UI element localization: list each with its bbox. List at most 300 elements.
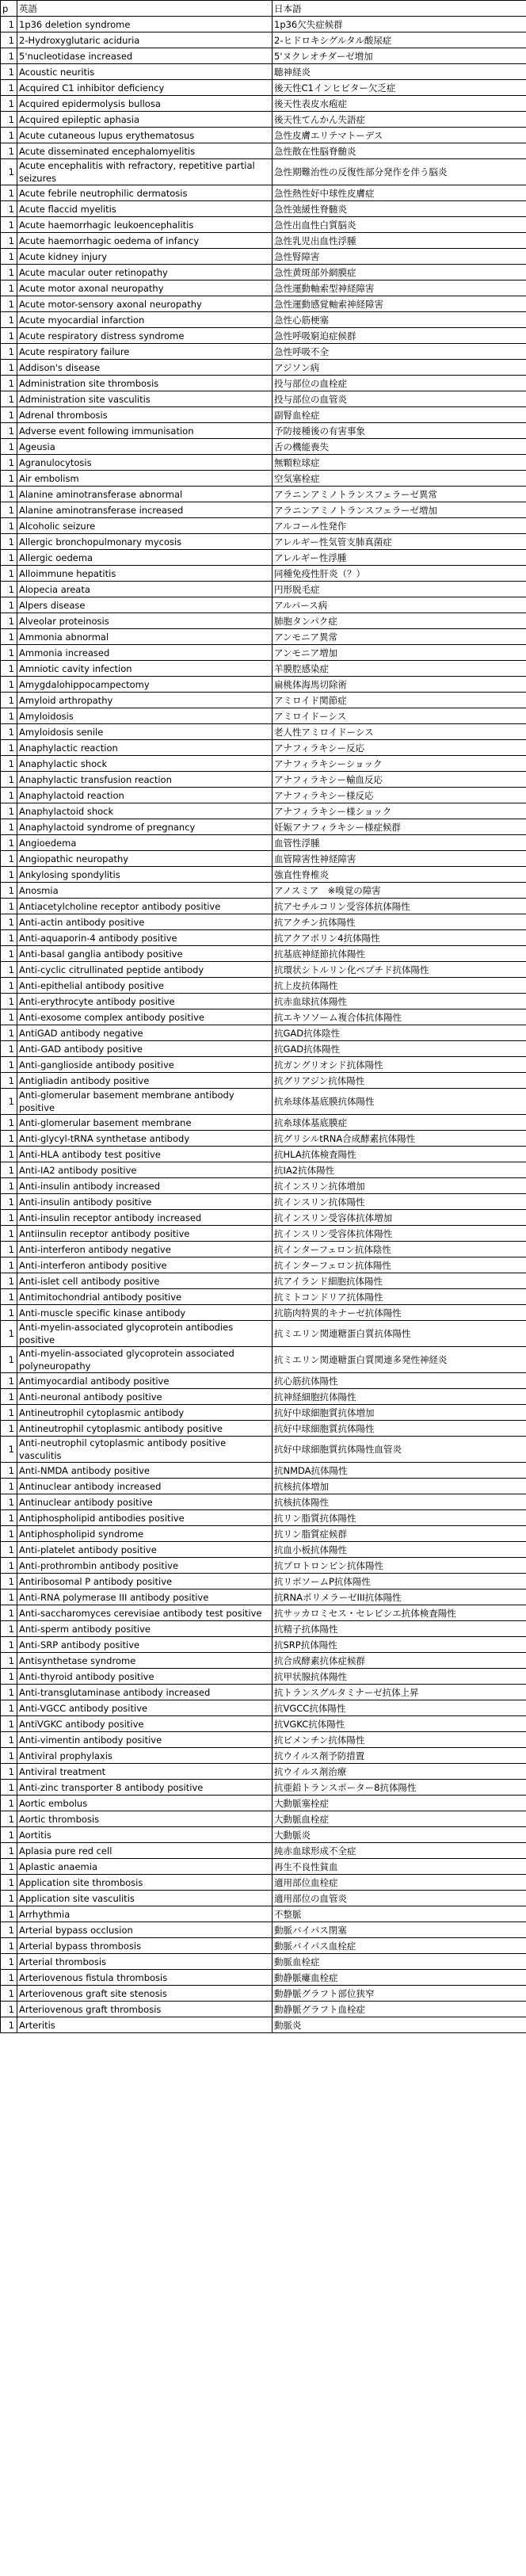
cell-english: Acute febrile neutrophilic dermatosis — [17, 185, 273, 201]
cell-p: 1 — [1, 1938, 17, 1954]
cell-english: Acute myocardial infarction — [17, 312, 273, 328]
table-row — [1, 1009, 526, 1025]
cell-p: 1 — [1, 1025, 17, 1041]
cell-english: Anti-insulin receptor antibody increased — [17, 1210, 273, 1226]
cell-japanese: 抗ウイルス剤治療 — [273, 1764, 526, 1780]
table-row — [1, 1479, 526, 1494]
cell-p: 1 — [1, 407, 17, 423]
cell-japanese: 動脈炎 — [273, 2017, 526, 2033]
cell-p: 1 — [1, 2002, 17, 2017]
cell-japanese: 副腎血栓症 — [273, 407, 526, 423]
table-row — [1, 994, 526, 1009]
cell-english: Anti-GAD antibody positive — [17, 1041, 273, 1057]
cell-english: Antiribosomal P antibody positive — [17, 1574, 273, 1589]
cell-japanese: 抗血小板抗体陽性 — [273, 1542, 526, 1558]
cell-english: Anti-vimentin antibody positive — [17, 1732, 273, 1748]
cell-english: Anaphylactic shock — [17, 756, 273, 772]
cell-english: Arterial thrombosis — [17, 1954, 273, 1970]
cell-japanese: 聴神経炎 — [273, 64, 526, 80]
table-row — [1, 80, 526, 96]
cell-p: 1 — [1, 819, 17, 835]
cell-japanese: 動脈バイパス血栓症 — [273, 1938, 526, 1954]
table-row — [1, 613, 526, 629]
table-row — [1, 788, 526, 803]
cell-japanese: 後天性てんかん失語症 — [273, 112, 526, 128]
table-row — [1, 550, 526, 566]
cell-japanese: アルコール性発作 — [273, 518, 526, 534]
cell-japanese: 抗上皮抗体陽性 — [273, 978, 526, 994]
cell-p: 1 — [1, 629, 17, 645]
cell-p: 1 — [1, 835, 17, 851]
cell-japanese: アンモニア増加 — [273, 645, 526, 661]
cell-japanese: 急性呼吸不全 — [273, 344, 526, 360]
cell-english: Arteritis — [17, 2017, 273, 2033]
table-row — [1, 64, 526, 80]
cell-english: Anaphylactoid syndrome of pregnancy — [17, 819, 273, 835]
cell-japanese: 抗インターフェロン抗体陽性 — [273, 1257, 526, 1273]
table-row — [1, 1194, 526, 1210]
table-row — [1, 1162, 526, 1178]
cell-english: Agranulocytosis — [17, 455, 273, 471]
table-row — [1, 1242, 526, 1257]
cell-english: Antisynthetase syndrome — [17, 1653, 273, 1669]
cell-japanese: 血管性浮腫 — [273, 835, 526, 851]
cell-english: Aplastic anaemia — [17, 1859, 273, 1875]
cell-japanese: 抗NMDA抗体陽性 — [273, 1463, 526, 1479]
cell-english: Antiviral prophylaxis — [17, 1748, 273, 1764]
cell-english: Antimyocardial antibody positive — [17, 1373, 273, 1389]
cell-english: AntiVGKC antibody positive — [17, 1716, 273, 1732]
cell-english: 1p36 deletion syndrome — [17, 17, 273, 32]
table-row — [1, 1970, 526, 1986]
cell-english: Allergic bronchopulmonary mycosis — [17, 534, 273, 550]
table-row — [1, 930, 526, 946]
cell-p: 1 — [1, 1827, 17, 1843]
table-row — [1, 1305, 526, 1321]
cell-p: 1 — [1, 1906, 17, 1922]
table-row — [1, 1986, 526, 2002]
table-row — [1, 1732, 526, 1748]
cell-p: 1 — [1, 1131, 17, 1147]
cell-english: Anti-exosome complex antibody positive — [17, 1009, 273, 1025]
cell-p: 1 — [1, 899, 17, 914]
cell-p: 1 — [1, 1558, 17, 1574]
table-row — [1, 1700, 526, 1716]
cell-japanese: 後天性C1インヒビター欠乏症 — [273, 80, 526, 96]
cell-english: Anti-neuronal antibody positive — [17, 1389, 273, 1405]
table-row — [1, 1621, 526, 1637]
cell-p: 1 — [1, 1637, 17, 1653]
cell-japanese: アラニンアミノトランスフェラーゼ増加 — [273, 502, 526, 518]
cell-english: Anti-prothrombin antibody positive — [17, 1558, 273, 1574]
cell-japanese: 投与部位の血管炎 — [273, 391, 526, 407]
cell-p: 1 — [1, 1242, 17, 1257]
cell-p: 1 — [1, 1162, 17, 1178]
cell-p: 1 — [1, 1479, 17, 1494]
cell-japanese: アレルギー性気管支肺真菌症 — [273, 534, 526, 550]
cell-p: 1 — [1, 64, 17, 80]
cell-p: 1 — [1, 661, 17, 677]
table-row — [1, 1347, 526, 1373]
cell-english: Alveolar proteinosis — [17, 613, 273, 629]
cell-p: 1 — [1, 693, 17, 708]
cell-english: Acute motor-sensory axonal neuropathy — [17, 296, 273, 312]
cell-japanese: 大動脈血栓症 — [273, 1811, 526, 1827]
cell-japanese: アノスミア ※嗅覚の障害 — [273, 883, 526, 899]
cell-japanese: 急性期難治性の反復性部分発作を伴う脳炎 — [273, 159, 526, 185]
cell-p: 1 — [1, 1273, 17, 1289]
cell-japanese: 舌の機能喪失 — [273, 439, 526, 455]
table-row — [1, 112, 526, 128]
cell-english: Antimitochondrial antibody positive — [17, 1289, 273, 1305]
table-row — [1, 1637, 526, 1653]
table-row — [1, 1938, 526, 1954]
table-row — [1, 48, 526, 64]
cell-english: Acute respiratory distress syndrome — [17, 328, 273, 344]
table-row — [1, 1859, 526, 1875]
cell-p: 1 — [1, 233, 17, 249]
cell-p: 1 — [1, 1605, 17, 1621]
table-row — [1, 1421, 526, 1437]
cell-english: Arrhythmia — [17, 1906, 273, 1922]
table-row — [1, 835, 526, 851]
cell-p: 1 — [1, 1653, 17, 1669]
cell-p: 1 — [1, 296, 17, 312]
cell-japanese: 急性運動軸索型神経障害 — [273, 280, 526, 296]
cell-english: Anti-zinc transporter 8 antibody positive — [17, 1780, 273, 1796]
cell-japanese: 2-ヒドロキシグルタル酸尿症 — [273, 32, 526, 48]
cell-english: Antinuclear antibody positive — [17, 1494, 273, 1510]
cell-japanese: 抗ミエリン関連糖蛋白質関連多発性神経炎 — [273, 1347, 526, 1373]
cell-japanese: 動静脈グラフト部位狭窄 — [273, 1986, 526, 2002]
table-row — [1, 1115, 526, 1131]
table-row — [1, 1389, 526, 1405]
table-row — [1, 32, 526, 48]
table-row — [1, 724, 526, 740]
table-row — [1, 1289, 526, 1305]
cell-p: 1 — [1, 946, 17, 962]
cell-english: Anosmia — [17, 883, 273, 899]
cell-english: Administration site thrombosis — [17, 376, 273, 391]
cell-p: 1 — [1, 502, 17, 518]
cell-english: Amyloid arthropathy — [17, 693, 273, 708]
cell-japanese: 再生不良性貧血 — [273, 1859, 526, 1875]
cell-english: Acute respiratory failure — [17, 344, 273, 360]
cell-english: Anti-IA2 antibody positive — [17, 1162, 273, 1178]
cell-japanese: 抗インスリン受容体抗体増加 — [273, 1210, 526, 1226]
cell-p: 1 — [1, 1732, 17, 1748]
cell-english: Alanine aminotransferase abnormal — [17, 487, 273, 502]
table-row — [1, 772, 526, 788]
cell-p: 1 — [1, 1986, 17, 2002]
table-row — [1, 1405, 526, 1421]
cell-english: Anti-insulin antibody increased — [17, 1178, 273, 1194]
cell-english: Anti-insulin antibody positive — [17, 1194, 273, 1210]
table-row — [1, 17, 526, 32]
cell-english: Acute haemorrhagic oedema of infancy — [17, 233, 273, 249]
table-row — [1, 1906, 526, 1922]
cell-english: Acute flaccid myelitis — [17, 201, 273, 217]
cell-japanese: 急性黄斑部外網膜症 — [273, 265, 526, 280]
cell-japanese: 抗インスリン受容体抗体陽性 — [273, 1226, 526, 1242]
cell-p: 1 — [1, 550, 17, 566]
cell-japanese: 動脈バイパス閉塞 — [273, 1922, 526, 1938]
table-row — [1, 1273, 526, 1289]
cell-english: Anti-sperm antibody positive — [17, 1621, 273, 1637]
cell-english: Anti-glomerular basement membrane — [17, 1115, 273, 1131]
cell-japanese: 扁桃体海馬切除術 — [273, 677, 526, 693]
cell-english: Anaphylactoid reaction — [17, 788, 273, 803]
table-row — [1, 455, 526, 471]
cell-english: Acute macular outer retinopathy — [17, 265, 273, 280]
cell-p: 1 — [1, 1009, 17, 1025]
table-row — [1, 1811, 526, 1827]
cell-english: Ammonia abnormal — [17, 629, 273, 645]
cell-p: 1 — [1, 1891, 17, 1906]
cell-japanese: 抗アクアポリン4抗体陽性 — [273, 930, 526, 946]
cell-japanese: 急性運動感覚軸索神経障害 — [273, 296, 526, 312]
cell-japanese: 予防接種後の有害事象 — [273, 423, 526, 439]
cell-p: 1 — [1, 159, 17, 185]
cell-japanese: 抗ビメンチン抗体陽性 — [273, 1732, 526, 1748]
cell-japanese: アジソン病 — [273, 360, 526, 376]
cell-japanese: 同種免疫性肝炎（？） — [273, 566, 526, 582]
cell-english: Anti-RNA polymerase III antibody positive — [17, 1589, 273, 1605]
table-row — [1, 1716, 526, 1732]
cell-english: Addison's disease — [17, 360, 273, 376]
cell-english: Anti-transglutaminase antibody increased — [17, 1685, 273, 1700]
cell-japanese: 抗ミトコンドリア抗体陽性 — [273, 1289, 526, 1305]
cell-japanese: 動脈血栓症 — [273, 1954, 526, 1970]
cell-p: 1 — [1, 1373, 17, 1389]
cell-japanese: 無顆粒球症 — [273, 455, 526, 471]
cell-english: Anti-platelet antibody positive — [17, 1542, 273, 1558]
table-row — [1, 487, 526, 502]
table-row — [1, 2017, 526, 2033]
cell-english: Alanine aminotransferase increased — [17, 502, 273, 518]
cell-p: 1 — [1, 1178, 17, 1194]
table-row — [1, 883, 526, 899]
cell-p: 1 — [1, 143, 17, 159]
table-row — [1, 1589, 526, 1605]
cell-japanese: 抗IA2抗体陽性 — [273, 1162, 526, 1178]
cell-p: 1 — [1, 1954, 17, 1970]
cell-p: 1 — [1, 851, 17, 867]
table-row — [1, 1073, 526, 1089]
cell-english: Anti-glycyl-tRNA synthetase antibody — [17, 1131, 273, 1147]
table-row — [1, 1373, 526, 1389]
cell-p: 1 — [1, 978, 17, 994]
table-row — [1, 645, 526, 661]
cell-p: 1 — [1, 391, 17, 407]
table-row — [1, 280, 526, 296]
cell-japanese: 抗グリアジン抗体陽性 — [273, 1073, 526, 1089]
cell-p: 1 — [1, 1073, 17, 1089]
cell-japanese: 抗グリシルtRNA合成酵素抗体陽性 — [273, 1131, 526, 1147]
cell-p: 1 — [1, 1669, 17, 1685]
cell-p: 1 — [1, 1922, 17, 1938]
cell-p: 1 — [1, 1289, 17, 1305]
cell-japanese: 空気塞栓症 — [273, 471, 526, 487]
cell-english: Antiphospholipid syndrome — [17, 1526, 273, 1542]
cell-japanese: 抗赤血球抗体陽性 — [273, 994, 526, 1009]
cell-english: Arteriovenous fistula thrombosis — [17, 1970, 273, 1986]
cell-english: Acquired C1 inhibitor deficiency — [17, 80, 273, 96]
cell-english: Alpers disease — [17, 597, 273, 613]
cell-japanese: 抗GAD抗体陰性 — [273, 1025, 526, 1041]
table-row — [1, 946, 526, 962]
cell-japanese: 抗インスリン抗体陽性 — [273, 1194, 526, 1210]
cell-japanese: 抗アセチルコリン受容体抗体陽性 — [273, 899, 526, 914]
cell-japanese: 5'ヌクレオチダーゼ増加 — [273, 48, 526, 64]
cell-japanese: アンモニア異常 — [273, 629, 526, 645]
cell-english: Anti-neutrophil cytoplasmic antibody positive vasculitis — [17, 1437, 273, 1463]
cell-english: Alloimmune hepatitis — [17, 566, 273, 582]
cell-p: 1 — [1, 1210, 17, 1226]
table-row — [1, 217, 526, 233]
table-row — [1, 1147, 526, 1162]
cell-p: 1 — [1, 376, 17, 391]
cell-p: 1 — [1, 1700, 17, 1716]
cell-japanese: 急性熱性好中球性皮膚症 — [273, 185, 526, 201]
table-row — [1, 471, 526, 487]
cell-english: Ammonia increased — [17, 645, 273, 661]
cell-japanese: 抗ウイルス剤予防措置 — [273, 1748, 526, 1764]
cell-english: Anti-aquaporin-4 antibody positive — [17, 930, 273, 946]
cell-english: Allergic oedema — [17, 550, 273, 566]
cell-p: 1 — [1, 994, 17, 1009]
cell-english: 2-Hydroxyglutaric aciduria — [17, 32, 273, 48]
cell-japanese: 急性呼吸窮迫症候群 — [273, 328, 526, 344]
cell-english: Adrenal thrombosis — [17, 407, 273, 423]
cell-p: 1 — [1, 1305, 17, 1321]
table-row — [1, 756, 526, 772]
cell-p: 1 — [1, 1859, 17, 1875]
cell-japanese: 大動脈炎 — [273, 1827, 526, 1843]
cell-japanese: 抗サッカロミセス・セレビシエ抗体検査陽性 — [273, 1605, 526, 1621]
table-row — [1, 534, 526, 550]
cell-p: 1 — [1, 112, 17, 128]
cell-english: Acute disseminated encephalomyelitis — [17, 143, 273, 159]
table-row — [1, 803, 526, 819]
table-row — [1, 249, 526, 265]
cell-p: 1 — [1, 249, 17, 265]
cell-p: 1 — [1, 518, 17, 534]
cell-japanese: 抗筋肉特異的キナーゼ抗体陽性 — [273, 1305, 526, 1321]
cell-japanese: 急性腎障害 — [273, 249, 526, 265]
cell-english: Acute motor axonal neuropathy — [17, 280, 273, 296]
cell-japanese: 抗インスリン抗体増加 — [273, 1178, 526, 1194]
cell-english: Anti-thyroid antibody positive — [17, 1669, 273, 1685]
cell-english: Amygdalohippocampectomy — [17, 677, 273, 693]
cell-japanese: 抗亜鉛トランスポーター8抗体陽性 — [273, 1780, 526, 1796]
cell-p: 1 — [1, 582, 17, 597]
table-row — [1, 1494, 526, 1510]
cell-p: 1 — [1, 566, 17, 582]
table-row — [1, 819, 526, 835]
cell-japanese: 急性出血性白質脳炎 — [273, 217, 526, 233]
table-row — [1, 159, 526, 185]
table-row — [1, 1764, 526, 1780]
table-row — [1, 344, 526, 360]
table-row — [1, 502, 526, 518]
cell-english: Anti-muscle specific kinase antibody — [17, 1305, 273, 1321]
table-row — [1, 1463, 526, 1479]
cell-japanese: アナフィラキシー様ショック — [273, 803, 526, 819]
table-row — [1, 962, 526, 978]
cell-english: Antinuclear antibody increased — [17, 1479, 273, 1494]
cell-english: Anti-glomerular basement membrane antibody positive — [17, 1089, 273, 1115]
cell-p: 1 — [1, 1875, 17, 1891]
cell-english: Application site vasculitis — [17, 1891, 273, 1906]
cell-japanese: 抗リン脂質抗体陽性 — [273, 1510, 526, 1526]
cell-p: 1 — [1, 1574, 17, 1589]
cell-japanese: アナフィラキシー輸血反応 — [273, 772, 526, 788]
cell-japanese: 抗ガングリオシド抗体陽性 — [273, 1057, 526, 1073]
table-row — [1, 582, 526, 597]
table-row — [1, 185, 526, 201]
table-row — [1, 1057, 526, 1073]
cell-english: Antiacetylcholine receptor antibody positive — [17, 899, 273, 914]
table-row — [1, 1510, 526, 1526]
table-row — [1, 1875, 526, 1891]
cell-p: 1 — [1, 756, 17, 772]
table-row — [1, 1321, 526, 1347]
cell-p: 1 — [1, 455, 17, 471]
cell-p: 1 — [1, 1463, 17, 1479]
cell-p: 1 — [1, 280, 17, 296]
table-row — [1, 376, 526, 391]
cell-english: Anti-saccharomyces cerevisiae antibody test positive — [17, 1605, 273, 1621]
cell-english: Air embolism — [17, 471, 273, 487]
cell-p: 1 — [1, 1041, 17, 1057]
cell-japanese: 円形脱毛症 — [273, 582, 526, 597]
cell-english: Alcoholic seizure — [17, 518, 273, 534]
cell-japanese: 大動脈塞栓症 — [273, 1796, 526, 1811]
cell-english: Antineutrophil cytoplasmic antibody positive — [17, 1421, 273, 1437]
cell-p: 1 — [1, 1257, 17, 1273]
table-row — [1, 1827, 526, 1843]
cell-english: Acute encephalitis with refractory, repetitive partial seizures — [17, 159, 273, 185]
cell-english: Anti-VGCC antibody positive — [17, 1700, 273, 1716]
table-row — [1, 1780, 526, 1796]
cell-english: Angioedema — [17, 835, 273, 851]
cell-p: 1 — [1, 487, 17, 502]
table-row — [1, 1922, 526, 1938]
cell-english: Acute cutaneous lupus erythematosus — [17, 128, 273, 143]
header-english: 英語 — [17, 1, 273, 17]
cell-p: 1 — [1, 1321, 17, 1347]
cell-japanese: 肺胞タンパク症 — [273, 613, 526, 629]
cell-japanese: 後天性表皮水疱症 — [273, 96, 526, 112]
cell-p: 1 — [1, 740, 17, 756]
cell-japanese: 血管障害性神経障害 — [273, 851, 526, 867]
table-row — [1, 1796, 526, 1811]
cell-japanese: アナフィラキシー反応 — [273, 740, 526, 756]
cell-p: 1 — [1, 1542, 17, 1558]
cell-japanese: アナフィラキシー様反応 — [273, 788, 526, 803]
cell-japanese: 抗RNAポリメラーゼIII抗体陽性 — [273, 1589, 526, 1605]
cell-p: 1 — [1, 1389, 17, 1405]
cell-japanese: 適用部位血栓症 — [273, 1875, 526, 1891]
table-row — [1, 629, 526, 645]
cell-p: 1 — [1, 17, 17, 32]
cell-japanese: 急性皮膚エリテマトーデス — [273, 128, 526, 143]
cell-japanese: 抗エキソソーム複合体抗体陽性 — [273, 1009, 526, 1025]
cell-p: 1 — [1, 1421, 17, 1437]
cell-english: Adverse event following immunisation — [17, 423, 273, 439]
table-row — [1, 423, 526, 439]
